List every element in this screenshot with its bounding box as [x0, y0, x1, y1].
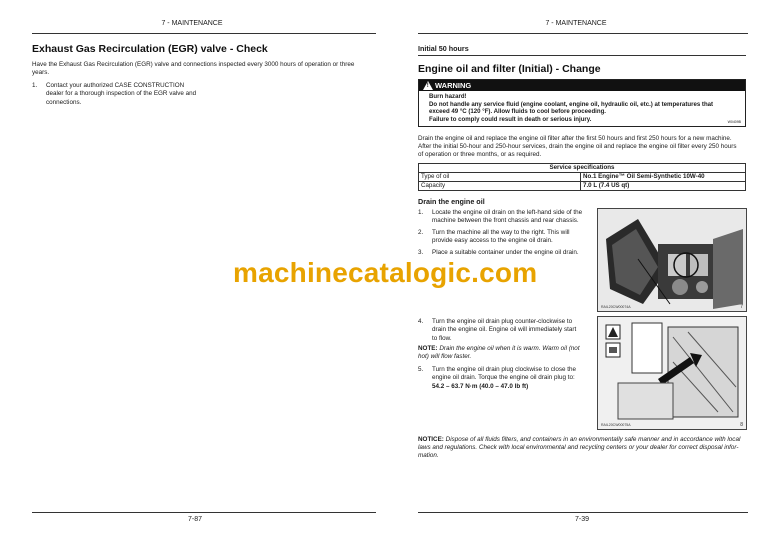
machine-illustration	[598, 209, 747, 312]
warning-line: Burn hazard!	[429, 93, 467, 100]
running-head: 7 - MAINTENANCE	[161, 20, 223, 27]
intro-line: years.	[32, 69, 50, 76]
footer-rule	[32, 512, 376, 513]
intro-line: Have the Exhaust Gas Recirculation (EGR) valve and connections inspected every 3000 hours of operation or three	[32, 61, 355, 68]
warning-line: exceed 49 °C (120 °F). Allow fluids to cool before proceeding.	[429, 108, 607, 116]
section-title: Engine oil and filter (Initial) - Change	[418, 63, 601, 75]
spec-label: Type of oil	[419, 173, 581, 182]
note-label: NOTE:	[418, 345, 438, 352]
warning-label: WARNING	[435, 81, 472, 90]
table-header-row	[419, 164, 746, 173]
step-text: Locate the engine oil drain on the left-hand side of the	[432, 209, 583, 216]
step-text: to flow.	[432, 334, 452, 342]
page-number: 7-39	[575, 516, 590, 523]
subsection-heading: Drain the engine oil	[418, 197, 485, 206]
step-text: Turn the engine oil drain plug clockwise to close the	[432, 366, 576, 373]
step-number: 1.	[32, 82, 38, 89]
step-text: engine oil drain. Torque the engine oil drain plug to:	[432, 374, 575, 382]
notice-text: laws and regulations. Check with local environmental and recycling centers or your dealer for correct disposal infor-	[418, 444, 739, 451]
note-text: hot) will flow faster.	[418, 353, 472, 360]
table-row	[419, 173, 746, 182]
step-text: dealer for a thorough inspection of the EGR valve and	[46, 90, 197, 98]
torque-value: 54.2 – 63.7 N·m (40.0 – 47.0 lb ft)	[432, 382, 529, 390]
table-header: Service specifications	[419, 164, 746, 173]
header-rule	[418, 33, 748, 34]
step-text: Place a suitable container under the engine oil drain.	[432, 249, 579, 256]
intro-line: of operation or three months, or as required.	[418, 151, 542, 158]
step-text: machine between the front chassis and rear chassis.	[432, 217, 579, 225]
step-number: 4.	[418, 318, 424, 325]
drain-plug-illustration	[598, 317, 747, 430]
exclamation-icon: !	[426, 83, 429, 89]
step-text: Turn the machine all the way to the right. This will	[432, 229, 570, 236]
warning-line: Do not handle any service fluid (engine coolant, engine oil, hydraulic oil, etc.) at temperatures that	[429, 100, 714, 108]
running-head: 7 - MAINTENANCE	[545, 20, 607, 27]
footer-rule	[418, 512, 748, 513]
spec-label: Capacity	[419, 182, 581, 191]
warning-box	[418, 79, 746, 127]
figure-code: RAIL20CW00075A	[601, 423, 631, 427]
service-specifications-table	[418, 163, 746, 191]
figure-number: 7	[740, 304, 743, 310]
step-number: 5.	[418, 366, 424, 373]
step-text: drain the engine oil. Engine oil will immediately start	[432, 326, 577, 334]
step-text: connections.	[46, 98, 82, 106]
interval-heading: Initial 50 hours	[418, 44, 469, 53]
watermark: machinecatalogic.com	[233, 257, 538, 288]
warning-header	[419, 80, 745, 91]
section-title: Exhaust Gas Recirculation (EGR) valve - Check	[32, 43, 268, 55]
notice-text: mation.	[418, 452, 439, 459]
figure-engine-oil-drain-location	[597, 208, 747, 312]
notice-label: NOTICE:	[418, 436, 444, 443]
spec-value: No.1 Engine™ Oil Semi-Synthetic 10W-40	[581, 173, 746, 182]
intro-line: Drain the engine oil and replace the engine oil filter after the first 50 hours and first 250 hours for a new machine.	[418, 135, 732, 142]
table-row	[419, 182, 746, 191]
spec-value: 7.0 L (7.4 US qt)	[581, 182, 746, 191]
header-rule	[32, 33, 376, 34]
step-text: Contact your authorized CASE CONSTRUCTION	[46, 82, 185, 89]
page-number: 7-87	[188, 516, 203, 523]
step-number: 2.	[418, 229, 424, 236]
heading-rule	[418, 55, 746, 56]
figure-code: RAIL20CW00074A	[601, 305, 631, 309]
warning-code: W0409B	[727, 120, 741, 124]
figure-drain-plug	[597, 316, 747, 430]
step-text: Turn the engine oil drain plug counter-clockwise to	[432, 318, 573, 325]
step-number: 1.	[418, 209, 424, 216]
intro-line: After the initial 50-hour and 250-hour services, drain the engine oil and replace the engine oil filter every 250 hours	[418, 143, 737, 150]
figure-number: 8	[740, 422, 743, 428]
step-number: 3.	[418, 249, 424, 256]
note-text: Drain the engine oil when it is warm. Warm oil (not	[437, 345, 580, 352]
notice-text: Dispose of all fluids filters, and containers in an environmentally safe manner and in accordance with local	[443, 436, 741, 443]
warning-line: Failure to comply could result in death or serious injury.	[429, 115, 592, 123]
step-text: provide easy access to the engine oil drain.	[432, 237, 553, 245]
